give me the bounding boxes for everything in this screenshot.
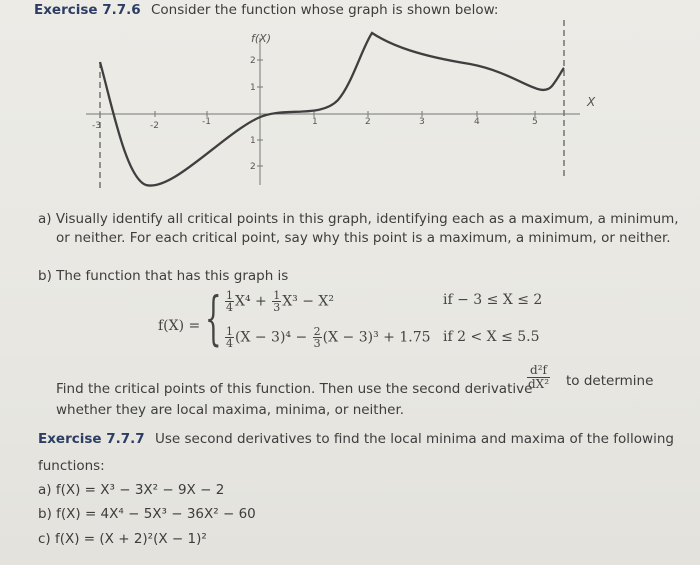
y-axis-label: f(X) <box>251 32 271 45</box>
exercise-777-label: Exercise 7.7.7 <box>38 431 145 447</box>
y-tick-label: 2 <box>250 162 256 172</box>
exercise-777-item-c: c) f(X) = (X + 2)²(X − 1)² <box>38 531 207 547</box>
x-tick-label: 2 <box>365 117 371 127</box>
part-b-find-text: Find the critical points of this function. Then use the second derivative <box>56 381 533 397</box>
exercise-777-header <box>38 431 674 447</box>
x-tick-label: -2 <box>150 121 159 131</box>
function-curve <box>100 33 564 186</box>
exercise-label: Exercise 7.7.6 <box>34 2 141 18</box>
exercise-777-intro: Use second derivatives to find the local minima and maxima of the following <box>155 431 674 447</box>
piecewise-brace: { <box>205 284 222 352</box>
derivative-denominator: dX² <box>528 377 550 391</box>
x-tick-label: 3 <box>419 117 425 127</box>
piecewise-case2-cond: if 2 < X ≤ 5.5 <box>443 329 540 345</box>
x-tick-label: 5 <box>532 117 538 127</box>
part-a-line2: or neither. For each critical point, say why this point is a maximum, a minimum, or neither. <box>56 230 671 246</box>
x-tick-label: -1 <box>202 117 211 127</box>
y-tick-label: 2 <box>250 56 256 66</box>
y-tick-label: 1 <box>250 136 256 146</box>
part-b-find-end: to determine <box>566 373 654 389</box>
piecewise-case2: $\frac{1}{4}$ (X − 3)⁴ − $\frac{2}{3}$ (X − 3)³ + 1.75 <box>226 325 431 350</box>
piecewise-case1-cond: if − 3 ≤ X ≤ 2 <box>443 292 543 308</box>
x-tick-label: -3 <box>92 121 101 131</box>
derivative-numerator: d²f <box>527 364 550 378</box>
x-tick-label: 4 <box>474 117 480 127</box>
function-graph <box>0 0 700 200</box>
piecewise-fx-label: f(X) = <box>158 318 201 334</box>
x-tick-label: 1 <box>312 117 318 127</box>
exercise-777-item-b: b) f(X) = 4X⁴ − 5X³ − 36X² − 60 <box>38 506 256 522</box>
exercise-777-item-a: a) f(X) = X³ − 3X² − 9X − 2 <box>38 482 225 498</box>
second-derivative <box>526 364 551 391</box>
exercise-777-intro2: functions: <box>38 458 105 474</box>
exercise-intro: Consider the function whose graph is shown below: <box>151 2 499 18</box>
x-axis-label: X <box>587 95 596 109</box>
y-tick-label: 1 <box>250 83 256 93</box>
part-a-line1: a) Visually identify all critical points in this graph, identifying each as a maximum, a minimum, <box>38 211 679 227</box>
part-b-intro: b) The function that has this graph is <box>38 268 289 284</box>
part-b-find-line2: whether they are local maxima, minima, or neither. <box>56 402 405 418</box>
piecewise-case1: $\frac{1}{4}$ X⁴ + $\frac{1}{3}$ X³ − X² <box>226 289 335 314</box>
